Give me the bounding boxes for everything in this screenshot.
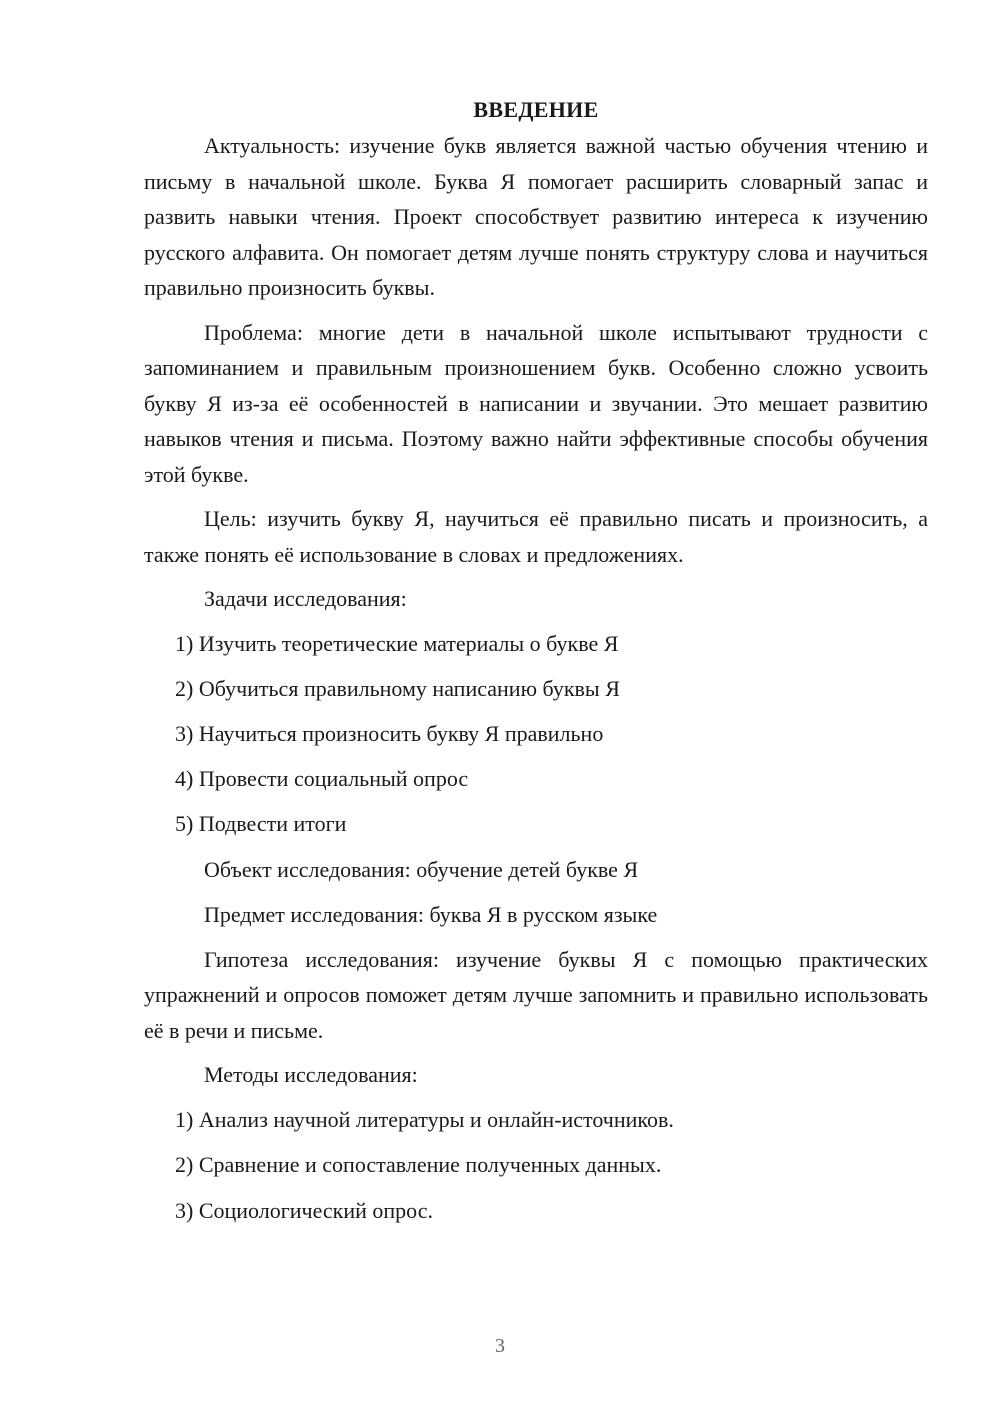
relevance-paragraph: Актуальность: изучение букв является важной частью обучения чтению и письму в начальной школе. Буква Я помогает расширить словарный запас и развить навыки чтения. Проект способствует развитию интереса к изучению русского алфавита. Он помогает детям лучше понять структуру слова и научиться правильно произносить буквы. bbox=[144, 133, 928, 300]
methods-heading: Методы исследования: bbox=[204, 1062, 418, 1088]
research-object: Объект исследования: обучение детей букве Я bbox=[204, 856, 639, 882]
tasks-heading: Задачи исследования: bbox=[204, 586, 407, 611]
task-item: 2) Обучиться правильному написанию буквы Я bbox=[175, 676, 620, 702]
research-subject: Предмет исследования: буква Я в русском языке bbox=[204, 901, 658, 927]
task-item: 5) Подвести итоги bbox=[175, 811, 347, 837]
section-title: ВВЕДЕНИЕ bbox=[473, 97, 599, 122]
task-item: 4) Провести социальный опрос bbox=[175, 766, 469, 792]
problem-paragraph: Проблема: многие дети в начальной школе испытывают трудности с запоминанием и правильным произношением букв. Особенно сложно усвоить букву Я из-за её особенностей в написании и звучании. Это мешает развитию навыков чтения и письма. Поэтому важно найти эффективные способы обучения этой букве. bbox=[144, 319, 928, 487]
hypothesis-paragraph: Гипотеза исследования: изучение буквы Я с помощью практических упражнений и опросов поможет детям лучше запомнить и правильно использовать её в речи и письме. bbox=[144, 946, 928, 1043]
task-item: 3) Научиться произносить букву Я правильно bbox=[175, 721, 604, 747]
page-number: 3 bbox=[495, 1335, 505, 1357]
document-page bbox=[144, 94, 928, 1238]
goal-paragraph: Цель: изучить букву Я, научиться её правильно писать и произносить, а также понять её использование в словах и предложениях. bbox=[144, 506, 928, 567]
method-item: 1) Анализ научной литературы и онлайн-источников. bbox=[175, 1107, 674, 1133]
task-item: 1) Изучить теоретические материалы о букве Я bbox=[175, 631, 619, 657]
method-item: 3) Социологический опрос. bbox=[175, 1197, 433, 1223]
method-item: 2) Сравнение и сопоставление полученных данных. bbox=[175, 1152, 662, 1178]
